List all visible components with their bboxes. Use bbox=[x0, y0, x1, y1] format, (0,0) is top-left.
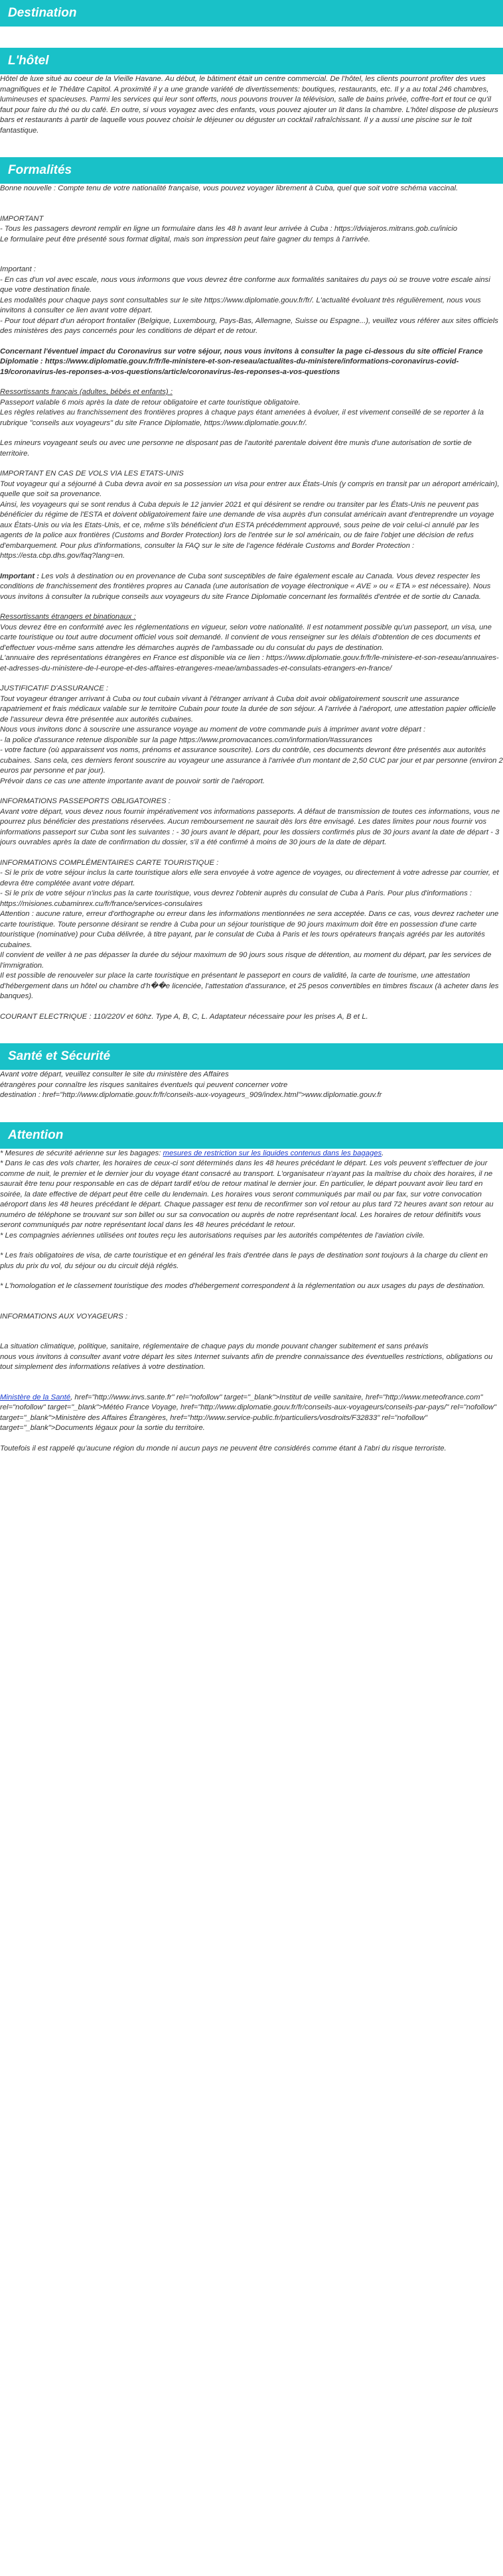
justificatif-line: Nous vous invitons donc à souscrire une assurance voyage au moment de votre commande puis à imprimer avant votre départ : bbox=[0, 726, 426, 734]
important3-notice bbox=[0, 572, 503, 603]
justificatif-line: Prévoir dans ce cas une attente importante avant de pouvoir sortir de l'aéroport. bbox=[0, 777, 265, 785]
section-banner-attention: Attention bbox=[0, 1122, 503, 1149]
justificatif-line: Tout voyageur étranger arrivant à Cuba ou tout cubain vivant à l'étranger arrivant à Cuba doit avoir obligatoirement souscrit une assurance rapatriement et frais médicaux valable sur le territoire Cubain pour toute la durée de son séjour. A l'arrivée à l'aéroport, une attestation papier officielle de l'assureur devra être présentée aux autorités cubaines. bbox=[0, 694, 496, 724]
escale-usa-line: Ainsi, les voyageurs qui se sont rendus à Cuba depuis le 12 janvier 2021 et qui désirent se rendre ou transiter par les États-Unis ne peuvent pas bénéficier du régime de l'ESTA et doivent obligatoirement faire une demande de visa auprès d'un consulat américain avant d'entreprendre un voyage aux États-Unis ou via les Etats-Unis, et ce, même s'ils bénéficient d'un ESTA précédemment approuvé, sous peine de voir celui-ci annulé par les agents de la police aux frontières (Customs and Border Protection) lors de l'entrée sur le sol américain, ou de faire l'objet une décision de refus d'embarquement. Pour plus d'informations, consulter la FAQ sur le site de l'agence fédérale Customs and Border Protection : https://esta.cbp.dhs.gov/faq?lang=en. bbox=[0, 500, 494, 560]
justificatif-line: - la police d'assurance retenue disponible sur la page https://www.promovacances.com/information/#assurances bbox=[0, 736, 373, 744]
important2-title: Important : bbox=[0, 265, 36, 273]
sante-content bbox=[0, 1070, 503, 1101]
carte-touristique-line: - Si le prix de votre séjour inclus la carte touristique alors elle sera envoyée à votre agence de voyages, ou directement à votre adresse par courrier, et devra être complétée avant votre départ. bbox=[0, 869, 499, 887]
important2-line: Les modalités pour chaque pays sont consultables sur le site https://www.diplomatie.gouv.fr/fr/. L'actualité évoluant très régulièrement, nous vous invitons à consulter ce lien avant votre départ. bbox=[0, 296, 481, 314]
sante-line: Avant votre départ, veuillez consulter le site du ministère des Affaires bbox=[0, 1070, 229, 1078]
important1-title: IMPORTANT bbox=[0, 214, 44, 223]
hotel-description: Hôtel de luxe situé au coeur de la Vieille Havane. Au début, le bâtiment était un centre commercial. De l'hôtel, les clients pourront profiter des vues magnifiques et le Théâtre Capitol. A proximité il y a une grande variété de divertissements: boutiques, restaurants, etc. Il y a au total 246 chambres, lumineuses et spacieuses. Parmi les services qui leur sont offerts, nous pouvons trouver la télévision, salle de bains privée, coffre-fort et tout ce qu'il faut pour faire du thé ou du café. En outre, si vous voyagez avec des enfants, vous pouvez ajouter un lit dans la chambre. L'hôtel dispose de plusieurs bars et restaurants à partir de laquelle vous pouvez choisir le déjeuner ou déguster un cocktail rafraîchissant. Il y a aussi une piscine sur le toit fantastique. bbox=[0, 75, 498, 135]
informations-voyageurs-line: La situation climatique, politique, sanitaire, réglementaire de chaque pays du monde pouvant changer subitement et sans préavis bbox=[0, 1342, 429, 1350]
hotel-content bbox=[0, 74, 503, 136]
passeports-title: INFORMATIONS PASSEPORTS OBLIGATOIRES : bbox=[0, 797, 171, 805]
escale-usa-line: Tout voyageur qui a séjourné à Cuba devra avoir en sa possession un visa pour entrer aux États-Unis (y compris en transit par un aéroport américain), quelle que soit sa provenance. bbox=[0, 480, 500, 498]
escale-usa-title: IMPORTANT EN CAS DE VOLS VIA LES ETATS-UNIS bbox=[0, 470, 184, 478]
formalites-intro: Bonne nouvelle : Compte tenu de votre nationalité française, vous pouvez voyager librement à Cuba, quel que soit votre schéma vaccinal. bbox=[0, 184, 459, 192]
justificatif-line: - votre facture (où apparaissent vos noms, prénoms et assurance souscrite). Lors du contrôle, ces documents devront être présentés aux autorités cubaines. Sans cela, ces derniers feront souscrire au voyageur une assurance à l'arrivée d'un montant de 2,50 CUC par jour et par personne (environ 2 euros par personne et par jour). bbox=[0, 746, 503, 775]
section-banner-hotel: L'hôtel bbox=[0, 48, 503, 74]
attention-charter: * Dans le cas des vols charter, les horaires de ceux-ci sont déterminés dans les 48 heures précédant le départ. Les vols peuvent s'effectuer de jour comme de nuit, le premier et le dernier jour du voyage étant consacré au transport. L'organisateur n'ayant pas la maîtrise du choix des horaires, il ne saurait être tenu pour responsable en cas de départ tardif et/ou de retour matinal le dernier jour. En particulier, le départ pouvant avoir lieu tard en soirée, la date effective de départ peut être celle du lendemain. Les horaires vous seront communiqués par mail ou par fax, sur votre convocation aéroport dans les 48 heures précédant le départ. Chaque passager est tenu de reconfirmer son vol retour au plus tard 72 heures avant son retour au numéro de téléphone se trouvant sur son billet ou sur sa convocation ou auprès de notre représentant local. Les horaires de retour définitifs vous seront communiqués par notre représentant local dans les 48 heures précédant le retour. bbox=[0, 1159, 494, 1229]
ressortissants-title: Ressortissants français (adultes, bébés et enfants) : bbox=[0, 388, 173, 396]
attention-content bbox=[0, 1149, 503, 1454]
sites-liens-text: , href="http://www.invs.sante.fr" rel="nofollow" target="_blank">Institut de veille sanitaire, href="http://www.meteofrance.com" rel="nofollow" target="_blank">Météo France Voyage, href="http://www.diplomatie.gouv.fr/fr/conseils-aux-voyageurs/conseils-par-pays/" rel="nofollow" target="_blank">Ministère des Affaires Étrangères, href="http://www.service-public.fr/particuliers/vosdroits/F32833" rel="nofollow" target="_blank">Documents légaux pour la sortie du territoire. bbox=[0, 1393, 497, 1432]
section-banner-destination: Destination bbox=[0, 0, 503, 27]
etrangers-line: Vous devrez être en conformité avec les réglementations en vigueur, selon votre nationalité. Il est notamment possible qu'un passeport, un visa, une carte touristique ou tout autre document officiel vous soit demandé. Il convient de vous renseigner sur les délais d'obtention de ces documents et d'effectuer vous-même sans attendre les démarches auprès de l'ambassade ou du consulat du pays de destination. bbox=[0, 623, 492, 652]
sante-line: destination : href="http://www.diplomatie.gouv.fr/fr/conseils-aux-voyageurs_909/index.html">www.diplomatie.gouv.fr bbox=[0, 1091, 382, 1099]
section-banner-formalites: Formalités bbox=[0, 157, 503, 184]
coronavirus-notice: Concernant l'éventuel impact du Coronavirus sur votre séjour, nous vous invitons à consulter la page ci-dessous du site officiel France Diplomatie : https://www.diplomatie.gouv.fr/fr/le-ministere-et-son-reseau/actualites-du-ministere/informations-coronavirus-covid-19/coronavirus-les-reponses-a-vos-questions/article/coronavirus-les-reponses-a-vos-questions bbox=[0, 347, 483, 376]
carte-touristique-line: Il est possible de renouveler sur place la carte touristique en présentant le passeport en cours de validité, la carte de tourisme, une attestation d'hébergement dans un hôtel ou chambre d'h��e licenciée, l'attestation d'assurance, et 25 pesos convertibles en timbres fiscaux (à acheter dans les banques). bbox=[0, 972, 499, 1000]
attention-bagages-text: * Mesures de sécurité aérienne sur les bagages: bbox=[0, 1149, 163, 1157]
etrangers-title: Ressortissants étrangers et binationaux : bbox=[0, 613, 136, 621]
attention-compagnies: * Les compagnies aériennes utilisées ont toutes reçu les autorisations requises par les autorités compétentes de l'aviation civile. bbox=[0, 1231, 425, 1240]
important2-line: - Pour tout départ d'un aéroport frontalier (Belgique, Luxembourg, Pays-Bas, Allemagne, Suisse ou Espagne...), veuillez vous référer aux sites officiels des ministères des pays concernés pour les conditions de départ et de retour. bbox=[0, 316, 498, 335]
important1-line: - Tous les passagers devront remplir en ligne un formulaire dans les 48 h avant leur arrivée à Cuba : https://dviajeros.mitrans.gob.cu/inicio bbox=[0, 225, 458, 233]
attention-homologation: * L'homologation et le classement touristique des modes d'hébergement correspondent à la réglementation ou aux usages du pays de destination. bbox=[0, 1282, 485, 1290]
carte-touristique-line: Il convient de veiller à ne pas dépasser la durée du séjour maximum de 90 jours sous risque de détention, au moment du départ, par les services de l'immigration. bbox=[0, 951, 492, 970]
ressortissants-line: Passeport valable 6 mois après la date de retour obligatoire et carte touristique obligatoire. bbox=[0, 398, 301, 407]
important2-line: - En cas d'un vol avec escale, nous vous informons que vous devrez être conforme aux formalités sanitaires du pays où se trouve votre escale ainsi que votre destination finale. bbox=[0, 275, 490, 294]
formalites-content bbox=[0, 184, 503, 1022]
carte-touristique-title: INFORMATIONS COMPLÉMENTAIRES CARTE TOURISTIQUE : bbox=[0, 858, 219, 867]
attention-frais: * Les frais obligatoires de visa, de carte touristique et en général les frais d'entrée dans le pays de destination sont toujours à la charge du client en plus du prix du vol, du séjour ou du circuit déjà réglés. bbox=[0, 1252, 488, 1270]
section-banner-sante: Santé et Sécurité bbox=[0, 1043, 503, 1070]
courant-electrique: COURANT ELECTRIQUE : 110/220V et 60hz. Type A, B, C, L. Adaptateur nécessaire pour les prises A, B et L. bbox=[0, 1012, 368, 1021]
attention-bagages-end: . bbox=[382, 1149, 384, 1157]
carte-touristique-line: - Si le prix de votre séjour n'inclus pas la carte touristique, vous devrez l'obtenir auprès du consulat de Cuba à Paris. Pour plus d'informations : https://misiones.cubaminrex.cu/fr/france/services-consulaires bbox=[0, 889, 472, 908]
ministere-sante-link[interactable]: Ministère de la Santé bbox=[0, 1393, 71, 1401]
informations-voyageurs-line: nous vous invitons à consulter avant votre départ les sites Internet suivants afin de prendre connaissance des éventuelles restrictions, obligations ou tout simplement des informations relatives à votre destination. bbox=[0, 1352, 493, 1371]
important3-text: Les vols à destination ou en provenance de Cuba sont susceptibles de faire également escale au Canada. Vous devez respecter les conditions de franchissement des frontières propres au Canada (une autorisation de voyage électronique « AVE » ou « ETA » est nécessaire). Nous vous invitons à consulter la rubrique conseils aux voyageurs du site France Diplomatie concernant les formalités d'entrée et de sortie du Canada. bbox=[0, 572, 491, 601]
informations-voyageurs-title: INFORMATIONS AUX VOYAGEURS : bbox=[0, 1312, 128, 1320]
etrangers-line: L'annuaire des représentations étrangères en France est disponible via ce lien : https://www.diplomatie.gouv.fr/fr/le-ministere-et-son-reseau/annuaires-et-adresses-du-ministere-de-l-europe-et-des-affaires-etrangeres-meae/ambassades-et-consulats-etrangers-en-france/ bbox=[0, 654, 499, 673]
sante-line: étrangères pour connaître les risques sanitaires éventuels qui peuvent concerner votre bbox=[0, 1080, 288, 1089]
justificatif-title: JUSTIFICATIF D'ASSURANCE : bbox=[0, 684, 109, 692]
ressortissants-line: Les règles relatives au franchissement des frontières propres à chaque pays étant amenées à évoluer, il est vivement conseillé de se reporter à la rubrique "conseils aux voyageurs" du site France Diplomatie, https://www.diplomatie.gouv.fr/. bbox=[0, 409, 484, 427]
passeports-line: Avant votre départ, vous devez nous fournir impérativement vos informations passeports. A défaut de transmission de toutes ces informations, vous ne pourrez plus bénéficier des prestations réservées. Aucun remboursement ne saurait dès lors être envisagé. Les dates limites pour nous fournir vos informations passeport sur Cuba sont les suivantes : - 30 jours avant le départ, pour les dossiers confirmés plus de 30 jours avant la date de départ - 3 jours ouvrables après la date de confirmation du dossier, s'il a été confirmé à moins de 30 jours de la date de départ. bbox=[0, 807, 500, 846]
bagages-restriction-link[interactable]: mesures de restriction sur les liquides contenus dans les bagages bbox=[163, 1149, 382, 1157]
risque-terroriste: Toutefois il est rappelé qu'aucune région du monde ni aucun pays ne peuvent être considérés comme étant à l'abri du risque terroriste. bbox=[0, 1444, 447, 1452]
sites-liens bbox=[0, 1393, 503, 1434]
attention-bagages bbox=[0, 1149, 503, 1159]
carte-touristique-line: Attention : aucune rature, erreur d'orthographe ou erreur dans les informations mentionnées ne sera acceptée. Dans ce cas, vous devrez racheter une carte touristique. Toute personne désirant se rendre à Cuba pour un séjour touristique de 90 jours maximum doit être en possession d'une carte touristique (nominative) pour Cuba délivrée, à titre payant, par le consulat de Cuba à Paris et les tours opérateurs français agréés par les autorités cubaines. bbox=[0, 910, 499, 949]
important3-label: Important : bbox=[0, 572, 39, 580]
mineurs-notice: Les mineurs voyageant seuls ou avec une personne ne disposant pas de l'autorité parentale doivent être munis d'une autorisation de sortie de territoire. bbox=[0, 439, 472, 458]
important1-line: Le formulaire peut être présenté sous format digital, mais son impression peut faire gagner du temps à l'arrivée. bbox=[0, 235, 370, 243]
